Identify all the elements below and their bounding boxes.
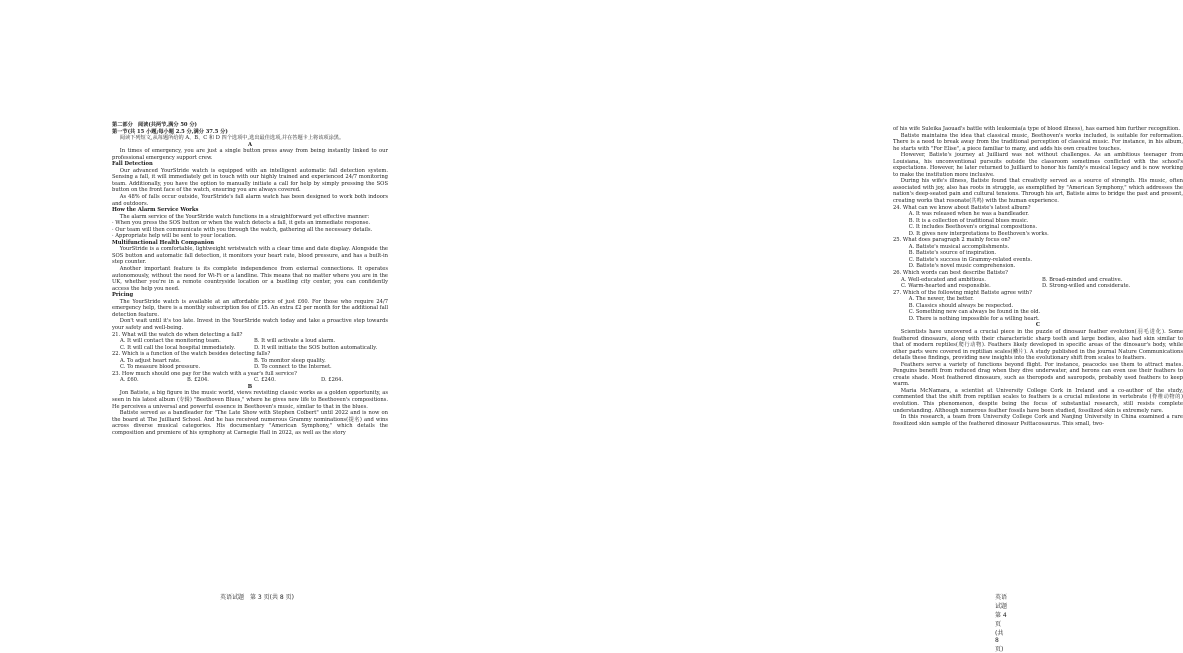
question-22-options: [112, 358, 388, 371]
paragraph: YourStride is a comfortable, lightweight wristwatch with a clear time and date display. Alongside the SOS button and automatic fall detection, it monitors your heart rate, blood pressure, and has a built-in step counter.: [112, 246, 388, 266]
option-b[interactable]: B. Broad-minded and creative.: [1042, 276, 1123, 283]
option-b[interactable]: B. Classics should always be respected.: [908, 302, 1014, 309]
part-header: 第二部分 阅读(共两节,满分 50 分): [112, 122, 197, 128]
question-27: 27. Which of the following might Batiste agree with?: [893, 289, 1032, 296]
option-c[interactable]: C. To measure blood pressure.: [120, 364, 201, 371]
option-c[interactable]: C. Warm-hearted and responsible.: [901, 283, 991, 290]
question-21: 21. What will the watch do when detecting a fall?: [112, 331, 243, 338]
option-c[interactable]: C. It will call the local hospital immediately.: [120, 344, 236, 351]
option-a[interactable]: A. The newer, the better.: [908, 296, 974, 303]
heading-how-it-works: How the Alarm Service Works: [112, 207, 199, 214]
paragraph: Batiste served as a bandleader for "The Late Show with Stephen Colbert" until 2022 and is now on the board at The Juilliard School. And he has received numerous Grammy nominations(提名) and wins across diverse musical categories. His documentary "American Symphony," which details the composition and premiere of his symphony at Carnegie Hall in 2022, as well as the story: [112, 410, 388, 436]
heading-fall-detection: Fall Detection: [112, 161, 153, 168]
option-d[interactable]: D. Batiste's novel music comprehension.: [908, 263, 1016, 270]
question-23-options: [112, 377, 388, 384]
option-b[interactable]: B. To monitor sleep quality.: [254, 357, 326, 364]
option-c[interactable]: C. Batiste's success in Grammy-related events.: [908, 256, 1033, 263]
paragraph: Scientists have uncovered a crucial piece in the puzzle of dinosaur feather evolution(羽毛进化). Some feathered dinosaurs, along with their characteristic sharp teeth and large bodies, also had skin similar to that of modern reptiles(爬行动物). Feathers likely developed in specific areas of the dinosaur's body, while other parts were covered in reptilian scales(鳞片). A study published in the journal Nature Communications details these findings, providing new insights into the evolutionary shift from scales to feathers.: [893, 328, 1183, 362]
paragraph: Don't wait until it's too late. Invest in the YourStride watch today and take a proactive step towards your safety and well-being.: [112, 318, 388, 331]
paragraph: Our advanced YourStride watch is equipped with an intelligent automatic fall detection system. Sensing a fall, it will immediately get in touch with our highly trained and experienced 24/7 monitoring team. Additionally, you have the option to manually initiate a call for help by simply pressing the SOS button on the front face of the watch, ensuring you are always covered.: [112, 167, 388, 194]
option-a[interactable]: A. It will contact the monitoring team.: [120, 338, 221, 345]
exam-page-4: [435, 0, 1183, 653]
paragraph: However, Batiste's journey at Juilliard was not without challenges. As an ambitious teenager from Louisiana, his unconventional pursuits outside the classroom sometimes conflicted with the school's expectations. However, he later returned to Juilliard to honor his family's musical legacy and is now working to make the institution more inclusive.: [893, 152, 1183, 178]
option-c[interactable]: C. £240.: [254, 377, 276, 384]
option-a[interactable]: A. £60.: [120, 377, 139, 384]
option-b[interactable]: B. £204.: [187, 377, 209, 384]
paragraph: Another important feature is its complete independence from external connections. It operates autonomously, without the need for Wi-Fi or a landline. This means that no matter where you are in the UK, whether you're in a remote countryside location or a bustling city center, you can confidently access the help you need.: [112, 266, 388, 292]
question-24: 24. What can we know about Batiste's latest album?: [893, 204, 1031, 211]
page-footer: 英语试题 第 4 页(共 8 页): [995, 594, 1014, 653]
option-d[interactable]: D. It gives new interpretations to Beethoven's works.: [908, 230, 1049, 237]
option-a[interactable]: A. To adjust heart rate.: [120, 357, 181, 364]
question-26: 26. Which words can best describe Batiste?: [893, 270, 1008, 277]
question-22: 22. Which is a function of the watch besides detecting falls?: [112, 351, 271, 358]
passage-a-intro: In times of emergency, you are just a single button press away from being instantly linked to our professional emergency support crew.: [112, 148, 388, 161]
paragraph: The alarm service of the YourStride watch functions in a straightforward yet effective manner:: [119, 213, 370, 220]
option-b[interactable]: B. It is a collection of traditional blues music.: [908, 217, 1029, 224]
paragraph: of his wife Suleika Jaouad's battle with leukemia(a type of blood illness), has earned him further recognition.: [893, 126, 1180, 132]
exam-page-3: [0, 0, 435, 615]
option-d[interactable]: D. £264.: [321, 377, 344, 384]
option-a[interactable]: A. Well-educated and ambitious.: [901, 276, 986, 283]
option-b[interactable]: B. It will activate a loud alarm.: [254, 338, 336, 345]
section-header: 第一节(共 15 小题;每小题 2.5 分,满分 37.5 分): [112, 128, 228, 135]
passage-label-a: A: [247, 141, 253, 148]
paragraph: The YourStride watch is available at an affordable price of just £60. For those who require 24/7 emergency help, there is a monthly subscription fee of £15. An extra £2 per month for the additional fall detection feature.: [112, 298, 388, 318]
bullet-item: · When you press the SOS button or when the watch detects a fall, it gets an immediate response.: [112, 220, 371, 227]
option-c[interactable]: C. Something new can always be found in the old.: [908, 309, 1041, 316]
paragraph: During his wife's illness, Batiste found that creativity served as a source of strength. His music, often associated with joy, also has roots in struggle, as exemplified by "American Symphony," which addresses the nation's deep-seated pain and cultural tensions. Through his art, Batiste aims to bridge the past and present, creating works that resonate(共鸣) with the human experience.: [893, 178, 1183, 205]
question-25: 25. What does paragraph 2 mainly focus on?: [893, 237, 1011, 244]
paragraph: In this research, a team from University College Cork and Nanjing University in China examined a rare fossilized skin sample of the feathered dinosaur Psittacosaurus. This small, two-: [893, 414, 1183, 427]
paragraph: Batiste maintains the idea that classical music, Beethoven's works included, is suitable for reformation. There is a need to break away from the traditional perception of classical music. For instance, in his album, he starts with "For Elise", a piece familiar to many, and adds his own creative touches.: [893, 132, 1183, 152]
left-column: [112, 122, 388, 436]
paragraph: Jon Batiste, a big figure in the music world, views revisiting classic works as a golden opportunity, as seen in his latest album (专辑) "Beethoven Blues," where he gives new life to Beethoven's compositions. He perceives a universal and powerful essence in Beethoven's music, similar to that in the blues.: [112, 390, 388, 410]
question-23: 23. How much should one pay for the watch with a year's full service?: [112, 370, 297, 377]
option-a[interactable]: A. It was released when he was a bandleader.: [908, 211, 1029, 218]
option-b[interactable]: B. Batiste's source of inspiration.: [908, 250, 997, 257]
passage-label-c: C: [1035, 322, 1041, 329]
heading-health-companion: Multifunctional Health Companion: [112, 239, 215, 246]
paragraph: Maria McNamara, a scientist at University College Cork in Ireland and a co-author of the study, commented that the shift from reptilian scales to feathers is a crucial milestone in vertebrate (脊椎动物的) evolution. This phenomenon, despite being the focus of substantial research, still resists complete understanding. Although numerous feather fossils have been studied, fossilized skin is extremely rare.: [893, 387, 1183, 414]
page-footer: 英语试题 第 3 页(共 8 页): [220, 594, 294, 601]
right-column: [893, 126, 1183, 427]
option-d[interactable]: D. To connect to the Internet.: [254, 364, 332, 371]
option-d[interactable]: D. There is nothing impossible for a willing heart.: [908, 315, 1040, 322]
option-d[interactable]: D. Strong-willed and considerate.: [1042, 283, 1131, 290]
option-c[interactable]: C. It includes Beethoven's original compositions.: [908, 224, 1038, 231]
question-26-options: [893, 277, 1183, 290]
bullet-item: · Appropriate help will be sent to your location.: [112, 233, 237, 240]
option-a[interactable]: A. Batiste's musical accomplishments.: [908, 243, 1010, 250]
option-d[interactable]: D. It will initiate the SOS button automatically.: [254, 344, 378, 351]
passage-label-b: B: [247, 383, 253, 390]
question-21-options: [112, 338, 388, 351]
paragraph: Feathers serve a variety of functions beyond flight. For instance, peacocks use them to attract mates. Penguins benefit from reduced drag when they dive underwater, and herons can even use their feathers to create shade. Most feathered dinosaurs, such as theropods and sauropods, probably used feathers to keep warm.: [893, 361, 1183, 388]
heading-pricing: Pricing: [112, 292, 134, 299]
paragraph: As 48% of falls occur outside, YourStride's fall alarm watch has been designed to work both indoors and outdoors.: [112, 194, 388, 207]
instructions: 阅读下列短文,从每题所给的 A、B、C 和 D 四个选项中,选出最佳选项,并在答题卡上将该项涂黑。: [119, 135, 345, 142]
bullet-item: · Our team will then communicate with you through the watch, gathering all the necessary details.: [112, 226, 373, 233]
